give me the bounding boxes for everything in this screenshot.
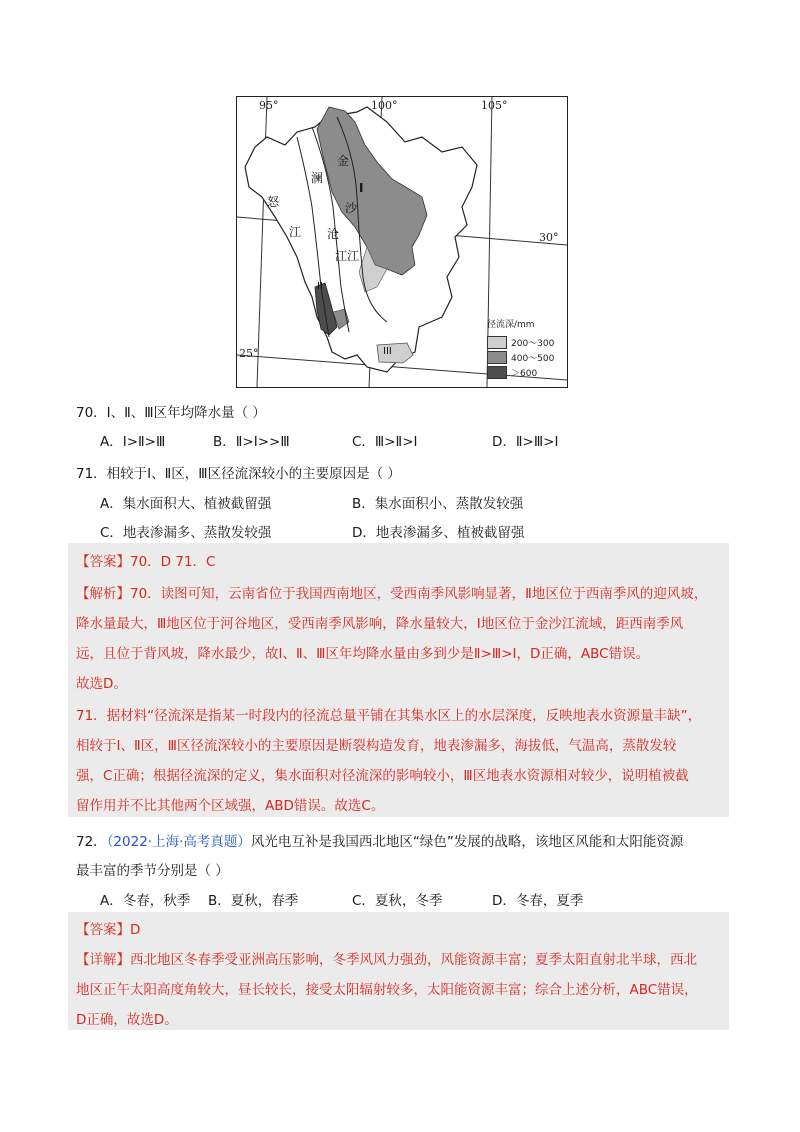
q71-option-a: A．集水面积大、植被截留强 [100,496,272,512]
lon-label-100: 100° [371,99,398,112]
q71-option-b: B．集水面积小、蒸散发较强 [352,496,524,512]
river-label-nu: 怒 [267,195,280,209]
detail2-line-2: 地区正午太阳高度角较大，昼长较长，接受太阳辐射较多，太阳能资源丰富；综合上述分析，ABC错误， [76,982,698,998]
analysis1-line-5: 71．据材料“径流深是指某一时段内的径流总量平铺在其集水区上的水层深度，反映地表水资源量丰缺”， [76,708,702,724]
region-label-i: I [359,181,364,195]
q70-stem: 70．Ⅰ、Ⅱ、Ⅲ区年均降水量（ ） [76,405,266,421]
region-label-ii: II [317,281,323,292]
legend-swatch-2 [487,351,507,364]
q70-option-d: D．Ⅱ>Ⅲ>Ⅰ [492,434,559,450]
legend-title: 径流深/mm [487,320,535,330]
detail2-line-3: D正确，故选D。 [76,1012,178,1028]
analysis1-line-2: 降水量最大，Ⅲ地区位于河谷地区，受西南季风影响，降水量较大，Ⅰ地区位于金沙江流域，距西南季风 [76,616,684,632]
q72-stem-line-2: 最丰富的季节分别是（ ） [76,863,229,879]
q71-option-c: C．地表渗漏多、蒸散发较强 [100,525,272,541]
legend-text-3: ＞600 [511,369,538,379]
answer2-text: D [130,922,141,938]
analysis1-label: 【解析】 [76,586,130,602]
q72-number: 72． [76,834,107,850]
analysis1-text-1: 70．读图可知，云南省位于我国西南地区，受西南季风影响显著，Ⅱ地区位于西南季风的迎风坡， [130,586,708,602]
lat-label-30: 30° [539,231,559,244]
river-label-jiang2: 江 [335,249,348,263]
q72-stem-text-1: 风光电互补是我国西北地区“绿色”发展的战略，该地区风能和太阳能资源 [250,834,684,850]
lat-label-25: 25° [239,347,259,360]
detail2-label: 【详解】 [76,952,130,968]
analysis1-line-6: 相较于Ⅰ、Ⅱ区，Ⅲ区径流深较小的主要原因是断裂构造发育，地表渗漏多，海拔低，气温高，蒸散发较 [76,738,677,754]
answer2-line [76,918,140,938]
answer2-label: 【答案】 [76,922,130,938]
answer1-line [76,550,215,570]
analysis1-line-3: 远，且位于背风坡，降水最少，故Ⅰ、Ⅱ、Ⅲ区年均降水量由多到少是Ⅱ>Ⅲ>Ⅰ，D正确，ABC错误。 [76,646,650,662]
analysis1-line-8: 留作用并不比其他两个区域强，ABD错误。故选C。 [76,798,385,814]
q72-option-c: C．夏秋，冬季 [352,893,443,909]
lon-label-105: 105° [481,99,508,112]
q72-option-a: A．冬春，秋季 [100,893,191,909]
river-label-jin: 金 [337,154,350,168]
legend-row-1 [487,335,563,350]
q71-option-d: D．地表渗漏多、植被截留强 [352,525,525,541]
river-label-cang: 沧 [327,227,340,241]
river-label-jiang3: 江 [289,225,302,239]
q72-option-b: B．夏秋，春季 [208,893,299,909]
q72-option-d: D．冬春，夏季 [492,893,584,909]
legend-swatch-1 [487,336,507,349]
legend-row-3 [487,365,563,380]
answer1-text: 70．D 71．C [130,554,216,570]
detail2-line-1 [76,948,697,968]
region-label-iii: III [383,346,392,357]
map-legend [487,317,563,380]
answer1-label: 【答案】 [76,554,130,570]
legend-row-2 [487,350,563,365]
legend-text-1: 200～300 [511,339,555,349]
river-label-jiang1: 江 [347,249,360,263]
q71-stem: 71．相较于Ⅰ、Ⅱ区，Ⅲ区径流深较小的主要原因是（ ） [76,466,401,482]
q72-stem-line-1 [76,830,683,850]
q70-option-a: A．Ⅰ>Ⅱ>Ⅲ [100,434,166,450]
legend-text-2: 400～500 [511,354,555,364]
river-label-sha: 沙 [345,201,358,215]
legend-swatch-3 [487,366,507,379]
detail2-text-1: 西北地区冬春季受亚洲高压影响，冬季风风力强劲，风能资源丰富；夏季太阳直射北半球，西北 [130,952,697,968]
analysis1-line-4: 故选D。 [76,676,127,692]
q70-option-c: C．Ⅲ>Ⅱ>Ⅰ [352,434,418,450]
river-label-lan: 澜 [311,171,324,185]
q70-option-b: B．Ⅱ>Ⅰ>>Ⅲ [213,434,290,450]
lon-label-95: 95° [259,99,279,112]
q72-source: （2022·上海·高考真题） [106,834,251,850]
map-figure [236,96,568,388]
analysis1-line-1 [76,582,707,602]
analysis1-line-7: 强，C正确；根据径流深的定义，集水面积对径流深的影响较小，Ⅲ区地表水资源相对较少，说明植被截 [76,768,689,784]
